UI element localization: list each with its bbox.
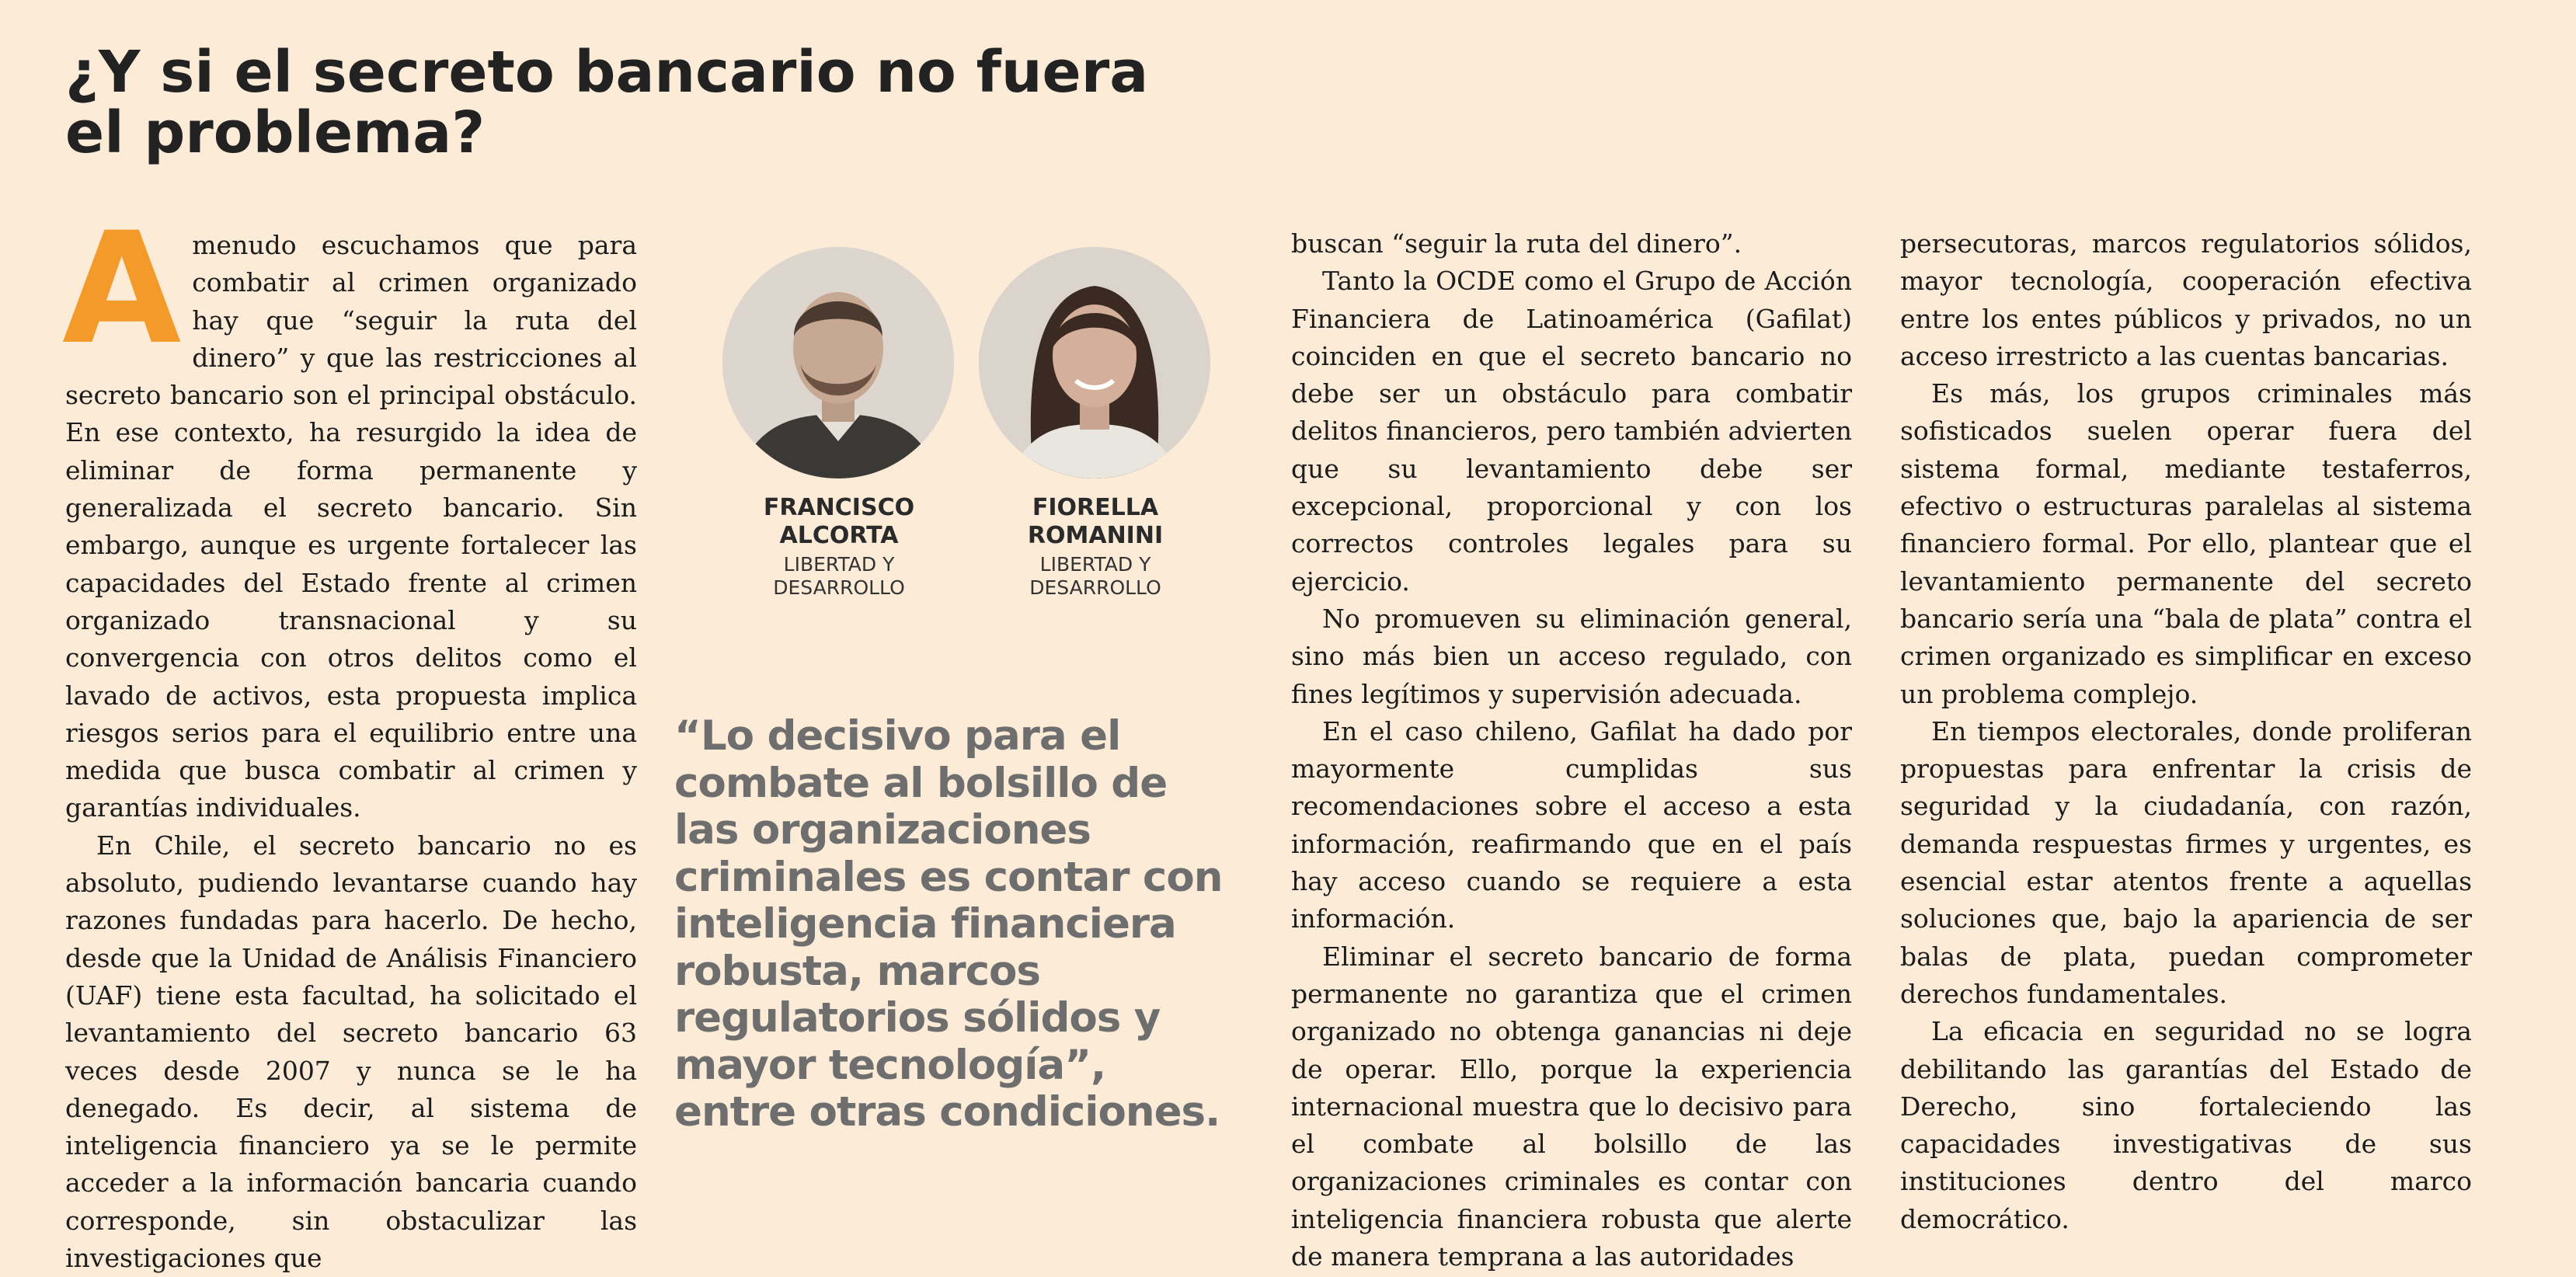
author-name: FIORELLA ROMANINI: [1027, 494, 1164, 549]
paragraph: Eliminar el secreto bancario de forma permanente no garantiza que el crimen organizado no obtenga ganancias ni deje de operar. Ello, porque la experiencia internacional muestra que lo decisivo para el combate al bolsillo de las organizaciones criminales es contar con inteligencia financiera robusta que alerte de manera temprana a las autoridades: [1291, 941, 1852, 1272]
drop-cap: A: [62, 199, 182, 378]
paragraph: En tiempos electorales, donde proliferan propuestas para enfrentar la crisis de seguridad y la ciudadanía, con razón, demanda respuestas firmes y urgentes, es esencial estar atentos frente a aquellas soluciones que, bajo la apariencia de ser balas de plata, puedan comprometer derechos fundamentales.: [1900, 715, 2472, 1009]
portrait-woman-icon: [979, 247, 1210, 478]
portrait-man-icon: [722, 247, 954, 478]
paragraph-text: menudo escuchamos que para combatir al crimen organizado hay que “seguir la ruta del dinero” y que las restricciones al secreto bancario son el principal obstáculo. En ese contexto, ha resurgido la idea de eliminar de forma permanente y generalizada el secreto bancario. Sin embargo, aunque es urgente fortalecer las capacidades del Estado frente al crimen organizado transnacional y su convergencia con otros delitos como el lavado de activos, esta propuesta implica riesgos serios para el equilibrio entre una medida que busca combatir al crimen y garantías individuales.: [65, 230, 637, 823]
author-affiliation: LIBERTAD Y DESARROLLO: [1029, 553, 1161, 599]
author-photo-fiorella: [979, 247, 1210, 478]
column-1: [62, 199, 637, 1277]
paragraph: En el caso chileno, Gafilat ha dado por mayormente cumplidas sus recomendaciones sobre el acceso a esta información, reafirmando que en el país hay acceso cuando se requiere a esta información.: [1291, 715, 1852, 934]
headline: ¿Y si el secreto bancario no fuera el problema?: [65, 39, 1149, 166]
paragraph: [62, 199, 637, 827]
pull-quote: “Lo decisivo para el combate al bolsillo de las organizaciones criminales es contar con inteligencia financiera robusta, marcos regulatorios sólidos y mayor tecnología”, entre otras condiciones.: [674, 712, 1223, 1136]
author-photo-francisco: [722, 247, 954, 478]
author-affiliation: LIBERTAD Y DESARROLLO: [773, 553, 905, 599]
column-3: [1291, 225, 1852, 1275]
paragraph: buscan “seguir la ruta del dinero”.: [1291, 228, 1742, 259]
paragraph: Es más, los grupos criminales más sofisticados suelen operar fuera del sistema formal, mediante testaferros, efectivo o estructuras paralelas al sistema financiero formal. Por ello, plantear que el levantamiento permanente del secreto bancario sería una “bala de plata” contra el crimen organizado es simplificar en exceso un problema complejo.: [1900, 378, 2472, 709]
paragraph: En Chile, el secreto bancario no es absoluto, pudiendo levantarse cuando hay razones fundadas para hacerlo. De hecho, desde que la Unidad de Análisis Financiero (UAF) tiene esta facultad, ha solicitado el levantamiento del secreto bancario 63 veces desde 2007 y nunca se le ha denegado. Es decir, al sistema de inteligencia financiero ya se le permite acceder a la información bancaria cuando corresponde, sin obstaculizar las investigaciones que: [65, 830, 637, 1274]
paragraph: persecutoras, marcos regulatorios sólidos, mayor tecnología, cooperación efectiva entre los entes públicos y privados, no un acceso irrestricto a las cuentas bancarias.: [1900, 228, 2472, 371]
paragraph: La eficacia en seguridad no se logra debilitando las garantías del Estado de Derecho, sino fortaleciendo las capacidades investigativas de sus instituciones dentro del marco democrático.: [1900, 1016, 2472, 1234]
column-4: [1900, 225, 2472, 1238]
paragraph: Tanto la OCDE como el Grupo de Acción Financiera de Latinoamérica (Gafilat) coinciden en que el secreto bancario no debe ser un obstáculo para combatir delitos financieros, pero también advierten que su levantamiento debe ser excepcional, proporcional y con los correctos controles legales para su ejercicio.: [1291, 266, 1852, 597]
paragraph: No promueven su eliminación general, sino más bien un acceso regulado, con fines legítimos y supervisión adecuada.: [1291, 603, 1852, 709]
author-name: FRANCISCO ALCORTA: [763, 494, 915, 549]
